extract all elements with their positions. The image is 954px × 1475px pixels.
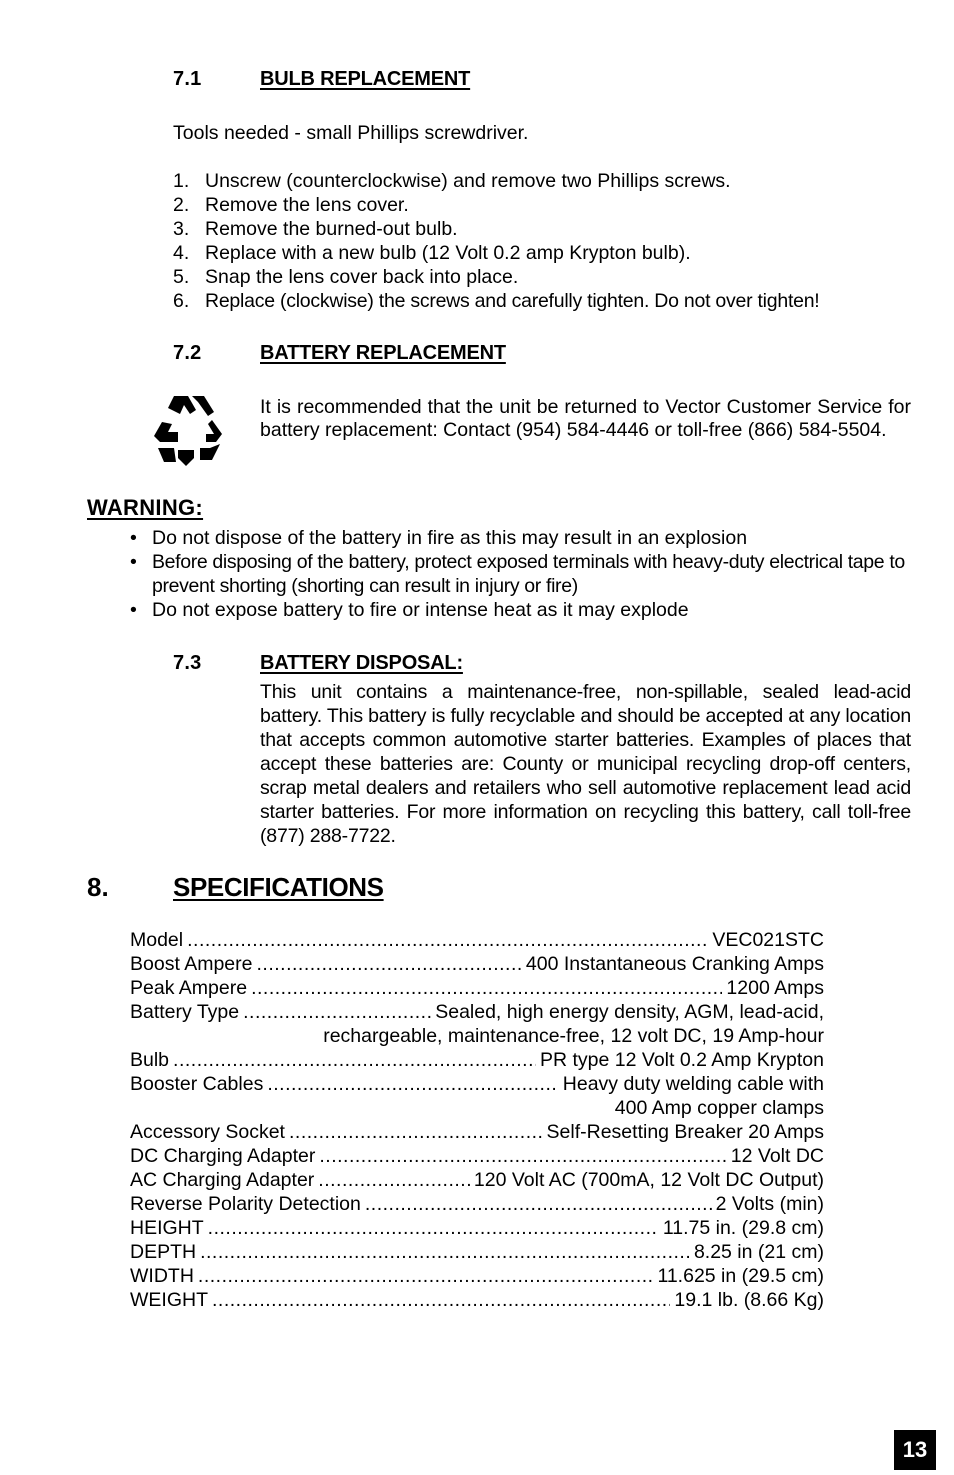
step-item: 6. Replace (clockwise) the screws and carefully tighten. Do not over tighten! — [173, 290, 820, 312]
specifications-table — [130, 928, 824, 1312]
battery-disposal-text: This unit contains a maintenance-free, non-spillable, sealed lead-acid battery. This battery is fully recyclable and should be accepted at any location that accepts common automotive starter batteries. Examples of places that accept these batteries are: County or municipal recycling drop-off centers, scrap metal dealers and retailers who sell automotive replacement lead acid starter batteries. For more information on recycling this battery, call toll-free (877) 288-7722. — [260, 681, 911, 847]
spec-row: Booster Cables ..... Heavy duty welding cable with — [130, 1072, 824, 1096]
spec-continuation: rechargeable, maintenance-free, 12 volt DC, 19 Amp-hour — [323, 1025, 824, 1047]
section-8-number: 8. — [87, 872, 109, 902]
spec-row: Battery Type ..... Sealed, high energy density, AGM, lead-acid, — [130, 1000, 824, 1024]
spec-row: HEIGHT ..... 11.75 in. (29.8 cm) — [130, 1216, 824, 1240]
section-7-1-title: BULB REPLACEMENT — [260, 68, 471, 90]
spec-row: DC Charging Adapter ..... 12 Volt DC — [130, 1144, 824, 1168]
section-7-1-number: 7.1 — [173, 68, 202, 90]
spec-row: WIDTH ..... 11.625 in (29.5 cm) — [130, 1264, 824, 1288]
page-number-badge: 13 — [894, 1430, 936, 1470]
spec-row: Peak Ampere ..... 1200 Amps — [130, 976, 824, 1000]
spec-row: Accessory Socket ..... Self-Resetting Breaker 20 Amps — [130, 1120, 824, 1144]
section-8-title: SPECIFICATIONS — [173, 872, 384, 902]
step-item: 2. Remove the lens cover. — [173, 194, 409, 216]
spec-row: Model ..... VEC021STC — [130, 928, 824, 952]
warning-list — [130, 526, 912, 622]
warning-item: • Before disposing of the battery, protect exposed terminals with heavy-duty electrical tape to prevent shorting (shorting can result in injury or fire) — [130, 551, 905, 597]
spec-row: DEPTH ..... 8.25 in (21 cm) — [130, 1240, 824, 1264]
spec-row: Boost Ampere ..... 400 Instantaneous Cranking Amps — [130, 952, 824, 976]
battery-replacement-text: It is recommended that the unit be returned to Vector Customer Service for battery replacement: Contact (954) 584-4446 or toll-free (866) 584-5504. — [260, 396, 911, 441]
bulb-replacement-steps — [173, 169, 903, 313]
step-item: 4. Replace with a new bulb (12 Volt 0.2 amp Krypton bulb). — [173, 242, 691, 264]
tools-needed-text: Tools needed - small Phillips screwdriver. — [173, 122, 529, 144]
section-7-2-number: 7.2 — [173, 342, 202, 364]
warning-heading: WARNING: — [87, 495, 204, 520]
spec-row: AC Charging Adapter ..... 120 Volt AC (700mA, 12 Volt DC Output) — [130, 1168, 824, 1192]
section-7-3-title: BATTERY DISPOSAL: — [260, 652, 463, 674]
recycle-icon — [150, 392, 226, 473]
section-7-2-title: BATTERY REPLACEMENT — [260, 342, 506, 364]
spec-continuation: 400 Amp copper clamps — [614, 1097, 824, 1119]
step-item: 3. Remove the burned-out bulb. — [173, 218, 458, 240]
section-7-3-number: 7.3 — [173, 652, 202, 674]
spec-row: Bulb ..... PR type 12 Volt 0.2 Amp Krypton — [130, 1048, 824, 1072]
step-item: 1. Unscrew (counterclockwise) and remove two Phillips screws. — [173, 170, 731, 192]
spec-row: Reverse Polarity Detection ..... 2 Volts (min) — [130, 1192, 824, 1216]
warning-item: • Do not dispose of the battery in fire as this may result in an explosion — [130, 527, 748, 549]
warning-item: • Do not expose battery to fire or intense heat as it may explode — [130, 599, 689, 621]
spec-row: WEIGHT ..... 19.1 lb. (8.66 Kg) — [130, 1288, 824, 1312]
step-item: 5. Snap the lens cover back into place. — [173, 266, 519, 288]
